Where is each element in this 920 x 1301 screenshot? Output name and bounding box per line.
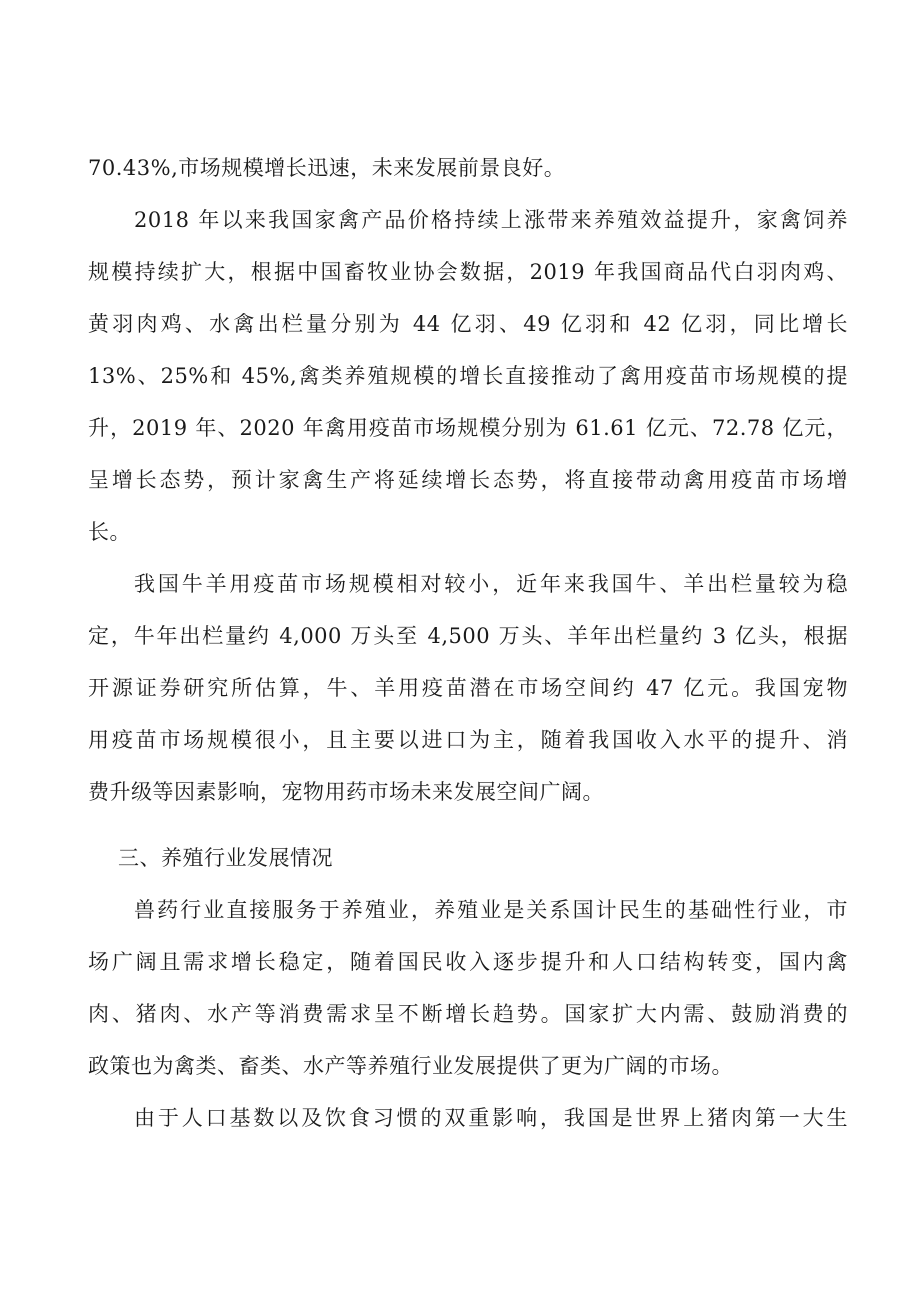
paragraph-4-line-4: 政策也为禽类、畜类、水产等养殖行业发展提供了更为广阔的市场。 — [88, 1054, 733, 1078]
paragraph-4-line-1: 兽药行业直接服务于养殖业，养殖业是关系国计民生的基础性行业，市 — [134, 898, 848, 922]
paragraph-4-line-3: 肉、猪肉、水产等消费需求呈不断增长趋势。国家扩大内需、鼓励消费的 — [88, 1002, 848, 1026]
paragraph-3-line-5: 费升级等因素影响，宠物用药市场未来发展空间广阔。 — [88, 780, 604, 804]
paragraph-2-line-5: 升，2019 年、2020 年禽用疫苗市场规模分别为 61.61 亿元、72.78 亿元， — [88, 416, 848, 440]
paragraph-1-line-1: 70.43%,市场规模增长迅速，未来发展前景良好。 — [88, 156, 566, 180]
paragraph-2-line-6: 呈增长态势，预计家禽生产将延续增长态势，将直接带动禽用疫苗市场增 — [88, 468, 848, 492]
section-heading: 三、养殖行业发展情况 — [118, 846, 333, 870]
paragraph-3-line-1: 我国牛羊用疫苗市场规模相对较小，近年来我国牛、羊出栏量较为稳 — [134, 572, 848, 596]
paragraph-2-line-2: 规模持续扩大，根据中国畜牧业协会数据，2019 年我国商品代白羽肉鸡、 — [88, 260, 848, 284]
paragraph-3-line-2: 定，牛年出栏量约 4,000 万头至 4,500 万头、羊年出栏量约 3 亿头，根据 — [88, 624, 848, 648]
paragraph-3-line-4: 用疫苗市场规模很小，且主要以进口为主，随着我国收入水平的提升、消 — [88, 728, 848, 752]
paragraph-5-line-1: 由于人口基数以及饮食习惯的双重影响，我国是世界上猪肉第一大生 — [134, 1106, 848, 1130]
paragraph-2-line-3: 黄羽肉鸡、水禽出栏量分别为 44 亿羽、49 亿羽和 42 亿羽，同比增长 — [88, 312, 848, 336]
paragraph-4-line-2: 场广阔且需求增长稳定，随着国民收入逐步提升和人口结构转变，国内禽 — [88, 950, 848, 974]
paragraph-2-line-4: 13%、25%和 45%,禽类养殖规模的增长直接推动了禽用疫苗市场规模的提 — [88, 364, 848, 388]
paragraph-2-line-7: 长。 — [88, 520, 131, 544]
paragraph-3-line-3: 开源证券研究所估算，牛、羊用疫苗潜在市场空间约 47 亿元。我国宠物 — [88, 676, 848, 700]
paragraph-2-line-1: 2018 年以来我国家禽产品价格持续上涨带来养殖效益提升，家禽饲养 — [134, 208, 848, 232]
